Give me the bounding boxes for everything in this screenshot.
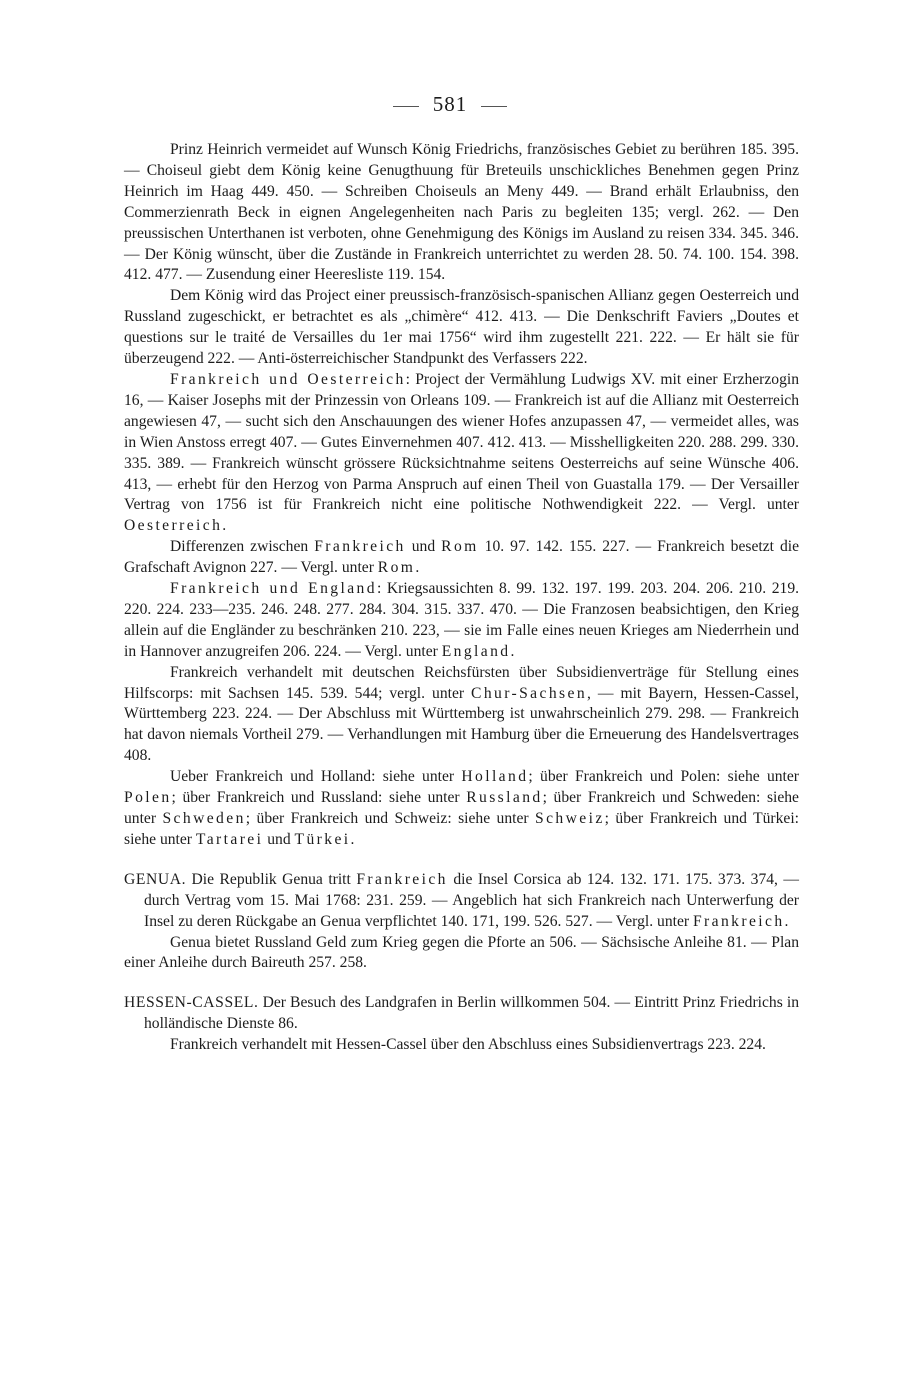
paragraph-end: . <box>510 642 515 660</box>
paragraph-cross-references <box>124 767 799 851</box>
spaced-reference: Frankreich <box>692 912 785 930</box>
spaced-heading: Frankreich und England <box>170 580 377 598</box>
spaced-reference: Tartarei <box>195 830 264 848</box>
entry-genua <box>124 870 799 975</box>
spaced-reference: Russland <box>466 789 543 807</box>
entry-heading: HESSEN-CASSEL. <box>124 994 259 1012</box>
paragraph-frankreich-oesterreich <box>124 370 799 537</box>
paragraph-text: ; über Frankreich und Russland: siehe unter <box>171 789 467 807</box>
header-dash-right <box>481 106 507 107</box>
paragraph-end: . <box>784 912 789 930</box>
spaced-reference: England <box>441 642 511 660</box>
paragraph-text: ; über Frankreich und Schweiz: siehe unter <box>245 810 536 827</box>
body-text <box>124 140 799 1056</box>
paragraph-text: und <box>263 830 295 848</box>
paragraph-text: Die Republik Genua tritt <box>186 870 357 888</box>
paragraph-reichsfuersten <box>124 663 799 768</box>
paragraph-text: Differenzen zwischen <box>170 538 315 556</box>
spaced-term: Rom <box>441 538 479 556</box>
paragraph-text: : Kriegsaussichten 8. 99. 132. 197. 199. 203. 204. 206. 210. 219. 220. 224. 233—235. 246. 248. 277. 284. 304. 315. 337. 470. — Die Franzosen beabsichtigen, den Krieg allein auf die Engländer zu beschränken 210. 223, — sie im Falle eines neuen Krieges am Niederrhein und in Hannover anzugreifen 206. 224. — Vergl. unter <box>124 580 800 660</box>
paragraph-frankreich-england <box>124 579 799 663</box>
paragraph-text: Der Besuch des Landgrafen in Berlin willkommen 504. — Eintritt Prinz Friedrichs in holländische Dienste 86. <box>144 994 799 1033</box>
spaced-term: Frankreich <box>314 538 406 556</box>
entry-hessen-continued: Frankreich verhandelt mit Hessen-Cassel über den Abschluss eines Subsidienvertrags 223. 224. <box>170 1036 766 1054</box>
paragraph-end: . <box>350 830 355 848</box>
paragraph-text: die Insel Corsica ab 124. 132. 171. 175. 373. 374, — durch Vertrag vom 15. Mai 1768: 231. 259. — Angeblich hat sich Frankreich nach Unterwerfung der Insel zu deren Rückgabe an Genua verpflichtet 140. 171, 199. 526. 527. — Vergl. unter <box>144 870 799 930</box>
paragraph-end: . <box>415 559 420 577</box>
entry-heading: GENUA. <box>124 870 187 888</box>
paragraph-text: Frankreich verhandelt mit deutschen Reichsfürsten über Subsidienverträge für Stellung eines Hilfscorps: mit Sachsen 145. 539. 544; vergl. unter <box>124 663 799 702</box>
paragraph-text: 10. 97. 142. 155. 227. — Frankreich besetzt die Grafschaft Avignon 227. — Vergl. unter <box>124 538 800 577</box>
entry-genua-continued: Genua bietet Russland Geld zum Krieg gegen die Pforte an 506. — Sächsische Anleihe 81. — Plan einer Anleihe durch Baireuth 257. 258. <box>124 933 799 972</box>
paragraph-text: und <box>405 538 442 556</box>
paragraph-text: : Project der Vermählung Ludwigs XV. mit einer Erzherzogin 16, — Kaiser Josephs mit der Prinzessin von Orleans 109. — Frankreich ist auf die Allianz mit Oesterreich angewiesen 47, — sucht sich den Anschauungen des wiener Hofes anzupassen 47, — vermeidet alles, was in Wien Anstoss erregt 407. — Gutes Einvernehmen 407. 412. 413. — Misshelligkeiten 220. 288. 299. 330. 335. 389. — Frankreich wünscht grössere Rücksichtnahme seitens Oesterreichs auf seine Wünsche 406. 413, — erhebt für den Herzog von Parma Anspruch auf einen Theil von Guastalla 179. — Der Versailler Vertrag von 1756 ist für Frankreich nicht eine politische Nothwendigkeit 222. — Vergl. unter <box>124 370 799 514</box>
entry-genua-main <box>124 870 799 933</box>
paragraph-end: . <box>222 517 227 535</box>
spaced-reference: Polen <box>124 789 172 807</box>
page-header <box>0 92 900 117</box>
spaced-reference: Türkei <box>294 830 351 848</box>
spaced-reference: Oesterreich <box>124 517 223 535</box>
spaced-reference: Holland <box>461 768 529 786</box>
paragraph-text: ; über Frankreich und Polen: siehe unter <box>528 768 799 786</box>
paragraph-frankreich-rom <box>124 537 799 579</box>
entry-hessen-main <box>124 993 799 1035</box>
paragraph-allianz-project: Dem König wird das Project einer preussisch-französisch-spanischen Allianz gegen Oesterreich und Russland zugeschickt, er betrachtet es als „chimère“ 412. 413. — Die Denkschrift Faviers „Doutes et questions sur le traité de Versailles du 1er mai 1756“ wird ihm zugestellt 221. 222. — Er hält sie für überzeugend 222. — Anti-österreichischer Standpunkt des Verfassers 222. <box>124 287 799 368</box>
spaced-heading: Frankreich und Oesterreich <box>170 370 406 388</box>
spaced-term: Frankreich <box>356 870 448 888</box>
header-dash-left <box>393 106 419 107</box>
paragraph-prinz-heinrich: Prinz Heinrich vermeidet auf Wunsch König Friedrichs, französisches Gebiet zu berühren 185. 395. — Choiseul giebt dem König keine Genugthuung für Breteuils unschickliches Benehmen gegen Prinz Heinrich im Haag 449. 450. — Schreiben Choiseuls an Meny 449. — Brand erhält Erlaubniss, den Commerzienrath Beck in eignen Angelegenheiten nach Paris zu begleiten 135; vergl. 262. — Den preussischen Unterthanen ist verboten, ohne Genehmigung des Königs im Ausland zu reisen 334. 345. 346. — Der König wünscht, über die Zustände in Frankreich unterrichtet zu werden 28. 50. 74. 100. 154. 398. 412. 477. — Zusendung einer Heeresliste 119. 154. <box>124 141 799 284</box>
paragraph-text: ; über Frankreich und Türkei: siehe unter <box>124 810 799 848</box>
entry-hessen-cassel <box>124 993 799 1056</box>
spaced-reference: Schweiz <box>535 810 605 827</box>
spaced-reference: Schweden <box>162 810 246 827</box>
spaced-reference: Rom <box>377 559 416 577</box>
paragraph-text: , — mit Bayern, Hessen-Cassel, Württemberg 223. 224. — Der Abschluss mit Württemberg ist unwahrscheinlich 279. 298. — Frankreich hat davon niemals Vortheil 279. — Verhandlungen mit Hamburg über die Erneuerung des Handelsvertrages 408. <box>124 684 799 765</box>
spaced-reference: Chur-Sachsen <box>471 684 588 702</box>
page-number: 581 <box>432 92 468 116</box>
paragraph-text: Ueber Frankreich und Holland: siehe unter <box>170 768 462 786</box>
paragraph-text: ; über Frankreich und Schweden: siehe unter <box>124 789 799 827</box>
